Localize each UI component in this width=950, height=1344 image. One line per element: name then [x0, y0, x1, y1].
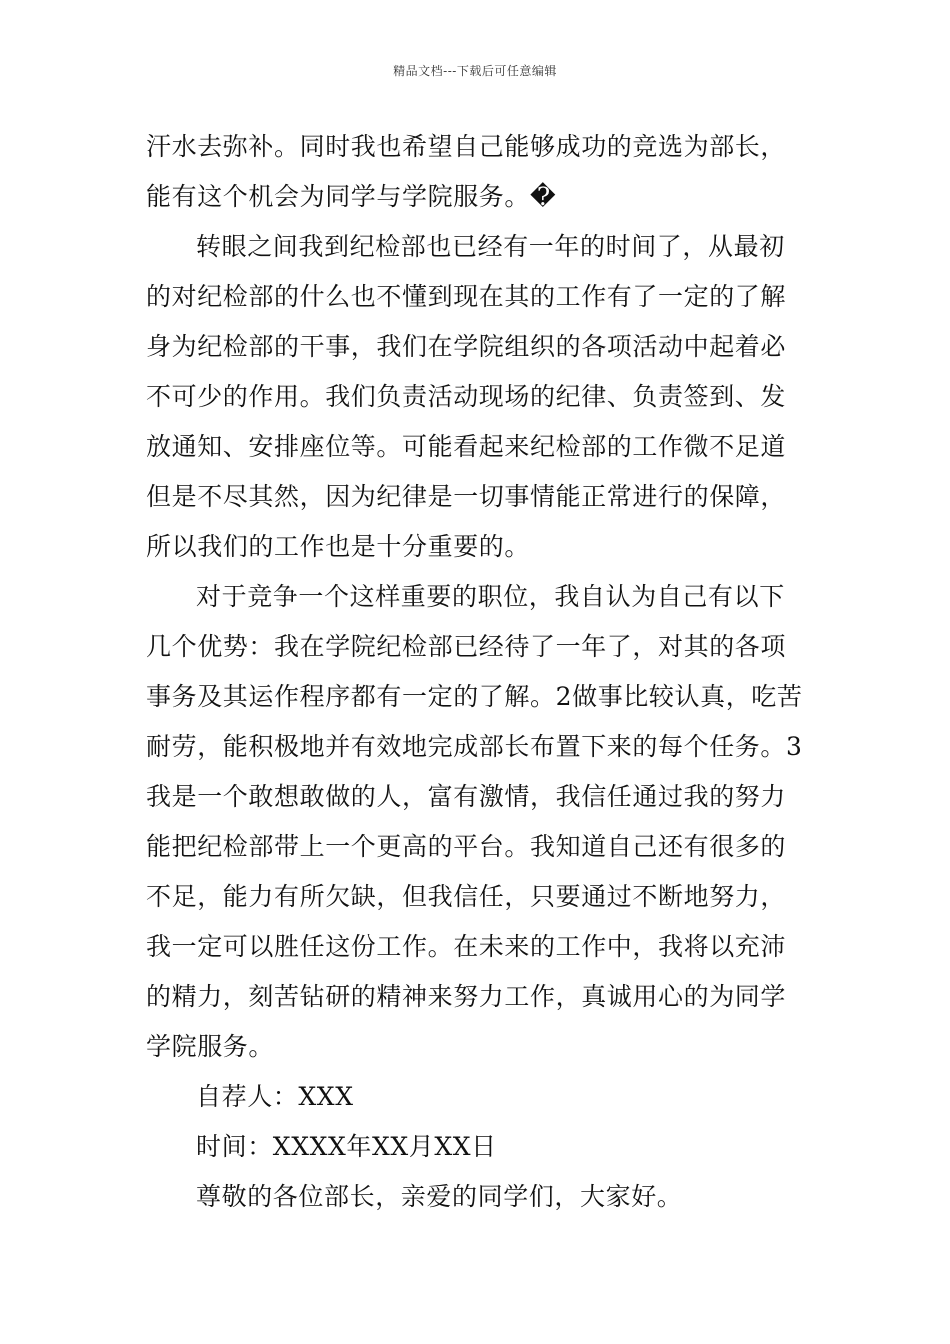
text-line: 所以我们的工作也是十分重要的。 [146, 532, 531, 561]
text-line: 能有这个机会为同学与学院服务。� [146, 182, 557, 211]
text-line: 能把纪检部带上一个更高的平台。我知道自己还有很多的 [146, 832, 787, 861]
text-line: 放通知、安排座位等。可能看起来纪检部的工作微不足道 [146, 432, 787, 461]
signature-line: 自荐人：XXX [196, 1082, 354, 1111]
document-body [146, 122, 811, 1222]
text-line: 的精力，刻苦钻研的精神来努力工作，真诚用心的为同学 [146, 982, 787, 1011]
text-line: 我一定可以胜任这份工作。在未来的工作中，我将以充沛 [146, 932, 787, 961]
text-line: 耐劳，能积极地并有效地完成部长布置下来的每个任务。3 [146, 732, 803, 761]
text-line: 身为纪检部的干事，我们在学院组织的各项活动中起着必 [146, 332, 787, 361]
page-header: 精品文档---下载后可任意编辑 [393, 64, 557, 78]
date-line: 时间：XXXX年XX月XX日 [196, 1132, 497, 1161]
text-line: 的对纪检部的什么也不懂到现在其的工作有了一定的了解 [146, 282, 787, 311]
paragraph-start-line: 对于竞争一个这样重要的职位，我自认为自己有以下 [196, 582, 785, 611]
text-line: 不足，能力有所欠缺，但我信任，只要通过不断地努力， [146, 882, 787, 911]
text-line: 我是一个敢想敢做的人，富有激情，我信任通过我的努力 [146, 782, 787, 811]
text-line: 但是不尽其然，因为纪律是一切事情能正常进行的保障， [146, 482, 787, 511]
text-line: 不可少的作用。我们负责活动现场的纪律、负责签到、发 [146, 382, 787, 411]
paragraph-start-line: 转眼之间我到纪检部也已经有一年的时间了，从最初 [196, 232, 785, 261]
text-line: 学院服务。 [146, 1032, 275, 1061]
greeting-line: 尊敬的各位部长，亲爱的同学们，大家好。 [196, 1182, 683, 1211]
text-line: 几个优势：我在学院纪检部已经待了一年了，对其的各项 [146, 632, 787, 661]
text-line: 汗水去弥补。同时我也希望自己能够成功的竞选为部长， [146, 132, 787, 161]
text-line: 事务及其运作程序都有一定的了解。2做事比较认真，吃苦 [146, 682, 803, 711]
